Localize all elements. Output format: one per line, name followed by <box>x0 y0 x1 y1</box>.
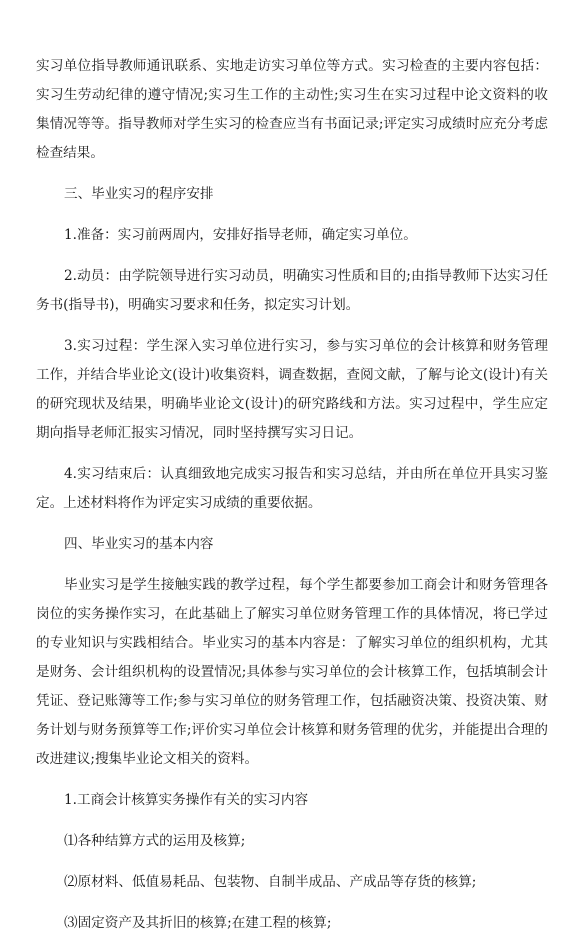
list-item: ⑶固定资产及其折旧的核算;在建工程的核算; <box>64 915 332 931</box>
paragraph-preparation: 1.准备：实习前两周内，安排好指导老师，确定实习单位。 <box>64 227 417 243</box>
list-item: ⑵原材料、低值易耗品、包装物、自制半成品、产成品等存货的核算; <box>64 874 477 890</box>
section-heading-procedure: 三、毕业实习的程序安排 <box>64 186 214 202</box>
subsection-heading-accounting: 1.工商会计核算实务操作有关的实习内容 <box>64 792 309 808</box>
section-heading-basic-content: 四、毕业实习的基本内容 <box>64 536 214 552</box>
paragraph-internship-process: 3.实习过程：学生深入实习单位进行实习，参与实习单位的会计核算和财务管理工作，并结合毕业论文(设计)收集资料，调查数据，查阅文献，了解与论文(设计)有关的研究现状及结果，明确毕业论文(设计)的研究路线和方法。实习过程中，学生应定期向指导老师汇报实习情况，同时坚持撰写实习日记。 <box>36 338 548 441</box>
paragraph-basic-content: 毕业实习是学生接触实践的教学过程，每个学生都要参加工商会计和财务管理各岗位的实务操作实习，在此基础上了解实习单位财务管理工作的具体情况，将已学过的专业知识与实践相结合。毕业实习的基本内容是：了解实习单位的组织机构，尤其是财务、会计组织机构的设置情况;具体参与实习单位的会计核算工作，包括填制会计凭证、登记账簿等工作;参与实习单位的财务管理工作，包括融资决策、投资决策、财务计划与财务预算等工作;评价实习单位会计核算和财务管理的优劣，并能提出合理的改进建议;搜集毕业论文相关的资料。 <box>36 577 548 767</box>
document-page <box>36 52 548 950</box>
paragraph-mobilization: 2.动员：由学院领导进行实习动员，明确实习性质和目的;由指导教师下达实习任务书(指导书)，明确实习要求和任务，拟定实习计划。 <box>36 268 548 313</box>
paragraph-inspection-continuation: 实习单位指导教师通讯联系、实地走访实习单位等方式。实习检查的主要内容包括：实习生劳动纪律的遵守情况;实习生工作的主动性;实习生在实习过程中论文资料的收集情况等等。指导教师对学生实习的检查应当有书面记录;评定实习成绩时应充分考虑检查结果。 <box>36 58 548 161</box>
paragraph-after-internship: 4.实习结束后：认真细致地完成实习报告和实习总结，并由所在单位开具实习鉴定。上述材料将作为评定实习成绩的重要依据。 <box>36 466 548 511</box>
list-item: ⑴各种结算方式的运用及核算; <box>64 833 246 849</box>
